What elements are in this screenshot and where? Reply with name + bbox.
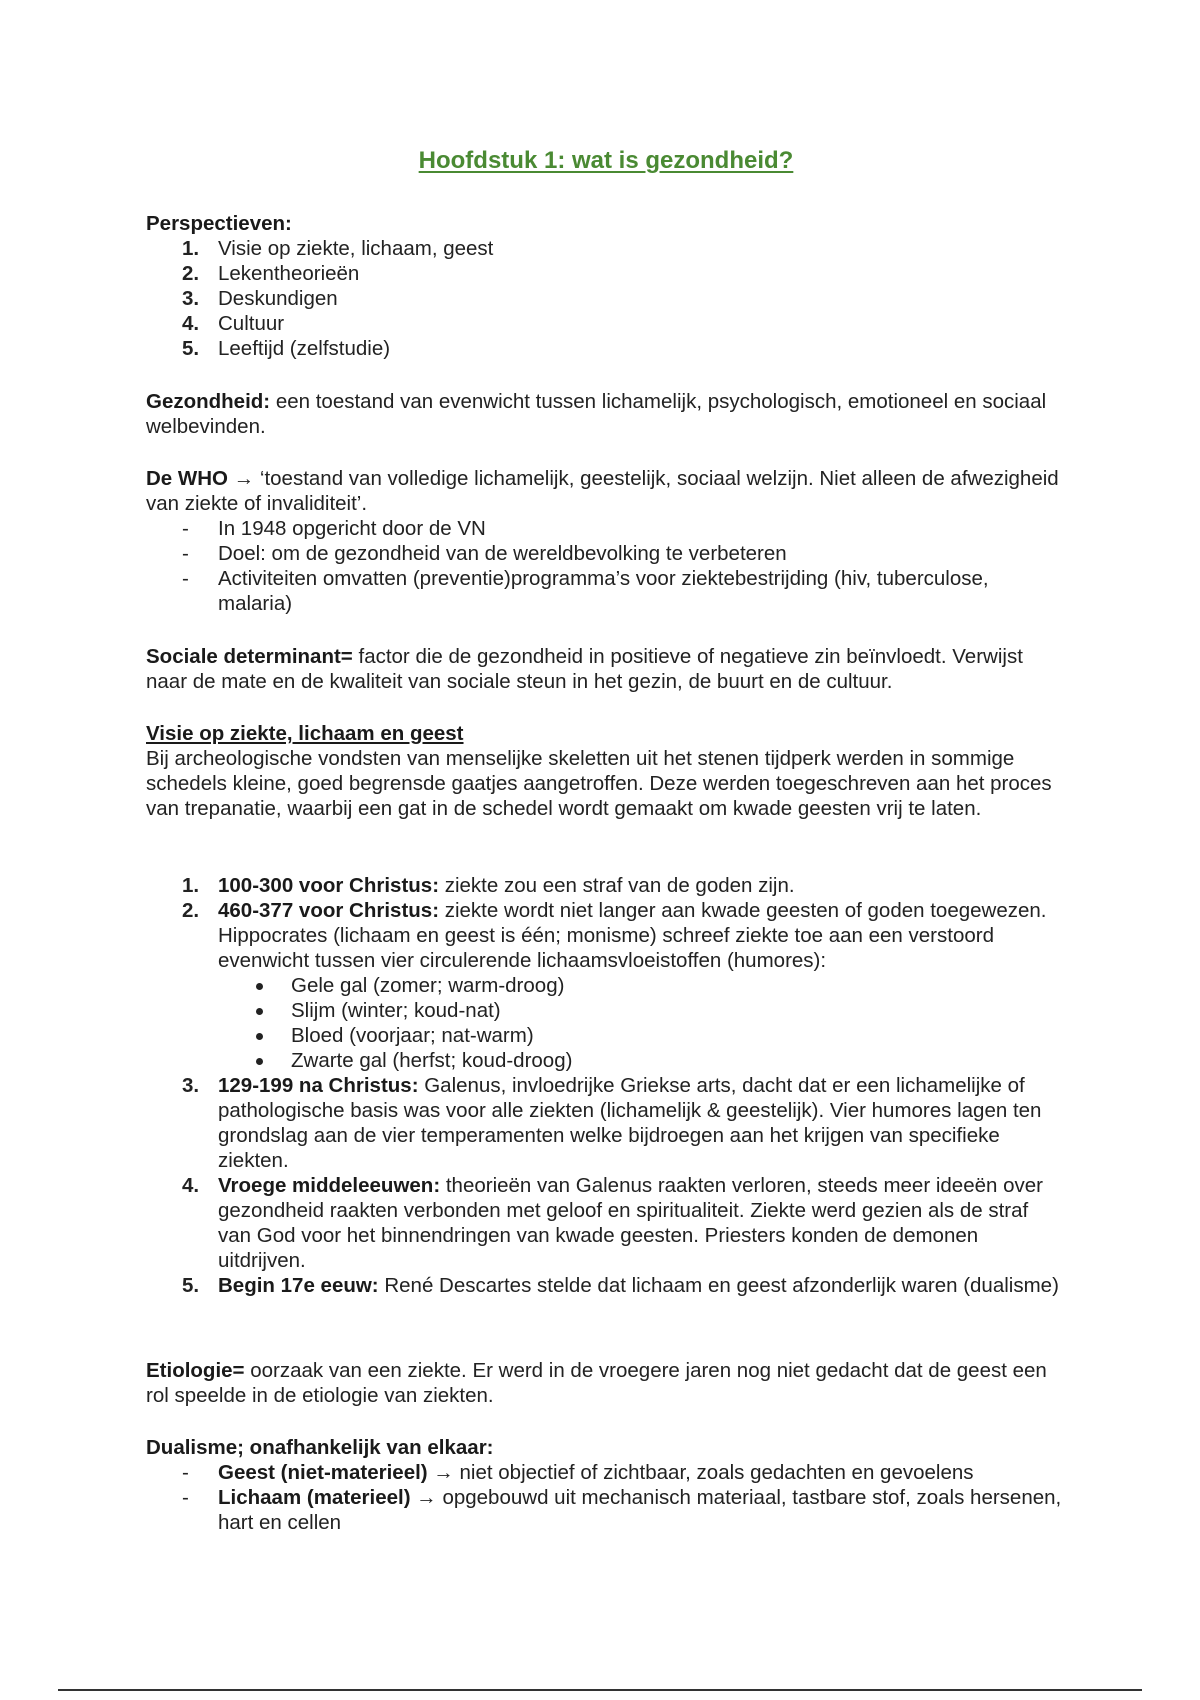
etiologie-definition: Etiologie= oorzaak van een ziekte. Er werd in de vroegere jaren nog niet gedacht dat de geest een rol speelde in de etiologie van ziekten. (146, 1359, 1047, 1407)
visie-heading: Visie op ziekte, lichaam en geest (146, 722, 464, 745)
who-section: De WHO → ‘toestand van volledige lichamelijk, geestelijk, sociaal welzijn. Niet alleen de afwezigheid van ziekte of invaliditeit’. - In 1948 opgericht door de VN - Doel: om de gezondheid van de wereldbevolking te verbeteren - Activiteiten omvatten (preventie)programma’s voor ziektebestrijding (hiv, tuberculose, malaria) (146, 466, 1066, 616)
history-list (146, 873, 1066, 1298)
list-item: 1. 100-300 voor Christus: ziekte zou een straf van de goden zijn. (182, 874, 795, 897)
dualisme-heading: Dualisme; onafhankelijk van elkaar: (146, 1436, 494, 1459)
sociale-determinant-definition: Sociale determinant= factor die de gezondheid in positieve of negatieve zin beïnvloedt. Verwijst naar de mate en de kwaliteit van sociale steun in het gezin, de buurt en de cultuur. (146, 645, 1023, 693)
gezondheid-definition: Gezondheid: een toestand van evenwicht tussen lichamelijk, psychologisch, emotioneel en sociaal welbevinden. (146, 390, 1047, 438)
list-item: 3. 129-199 na Christus: Galenus, invloedrijke Griekse arts, dacht dat er een lichamelijke of pathologische basis was voor alle ziekten (lichamelijk & geestelijk). Vier humores lagen ten grondslag aan de vier temperamenten welke bijdroegen aan het krijgen van specifieke ziekten. (182, 1074, 1042, 1172)
visie-paragraph: Bij archeologische vondsten van menselijke skeletten uit het stenen tijdperk werden in sommige schedels kleine, goed begrensde gaatjes aangetroffen. Deze werden toegeschreven aan het proces van trepanatie, waarbij een gat in de schedel wordt gemaakt om kwade geesten vrij te laten. (146, 747, 1052, 820)
list-item: - Lichaam (materieel) → opgebouwd uit mechanisch materiaal, tastbare stof, zoals hersenen, hart en cellen (182, 1486, 1062, 1534)
list-item: - Geest (niet-materieel) → niet objectief of zichtbaar, zoals gedachten en gevoelens (182, 1461, 974, 1484)
list-item: Gele gal (zomer; warm-droog) (146, 973, 1066, 998)
list-item: - In 1948 opgericht door de VN (182, 517, 486, 540)
list-item: 4. Vroege middeleeuwen: theorieën van Galenus raakten verloren, steeds meer ideeën over gezondheid raakten verbonden met geloof en spiritualiteit. Ziekte werd gezien als de straf van God voor het binnendringen van kwade geesten. Priesters konden de demonen uitdrijven. (182, 1174, 1043, 1272)
list-item: 5. Leeftijd (zelfstudie) (182, 337, 391, 360)
humores-list (146, 973, 1066, 1073)
perspectieven-section (146, 211, 1066, 361)
footer-divider (58, 1689, 1142, 1691)
list-item: 2. 460-377 voor Christus: ziekte wordt niet langer aan kwade geesten of goden toegewezen. Hippocrates (lichaam en geest is één; monisme) schreef ziekte toe aan een verstoord evenwicht tussen vier circulerende lichaamsvloeistoffen (humores): (182, 899, 1047, 972)
list-item: - Activiteiten omvatten (preventie)programma’s voor ziektebestrijding (hiv, tuberculose, malaria) (182, 567, 989, 615)
bullet-icon (256, 983, 263, 990)
list-item: - Doel: om de gezondheid van de wereldbevolking te verbeteren (182, 542, 787, 565)
visie-section (146, 721, 1066, 821)
bullet-icon (256, 1033, 263, 1040)
list-item: 1. Visie op ziekte, lichaam, geest (182, 237, 494, 260)
list-item: Bloed (voorjaar; nat-warm) (146, 1023, 1066, 1048)
list-item: Zwarte gal (herfst; koud-droog) (146, 1048, 1066, 1073)
dualisme-section (146, 1435, 1066, 1535)
page-title: Hoofdstuk 1: wat is gezondheid? (418, 147, 794, 174)
list-item: 3. Deskundigen (182, 287, 338, 310)
list-item: 5. Begin 17e eeuw: René Descartes stelde dat lichaam en geest afzonderlijk waren (dualisme) (182, 1274, 1059, 1297)
list-item: 2. Lekentheorieën (182, 262, 360, 285)
list-item: 4. Cultuur (182, 312, 285, 335)
bullet-icon (256, 1058, 263, 1065)
list-item: Slijm (winter; koud-nat) (146, 998, 1066, 1023)
perspectieven-heading: Perspectieven: (146, 212, 292, 235)
bullet-icon (256, 1008, 263, 1015)
